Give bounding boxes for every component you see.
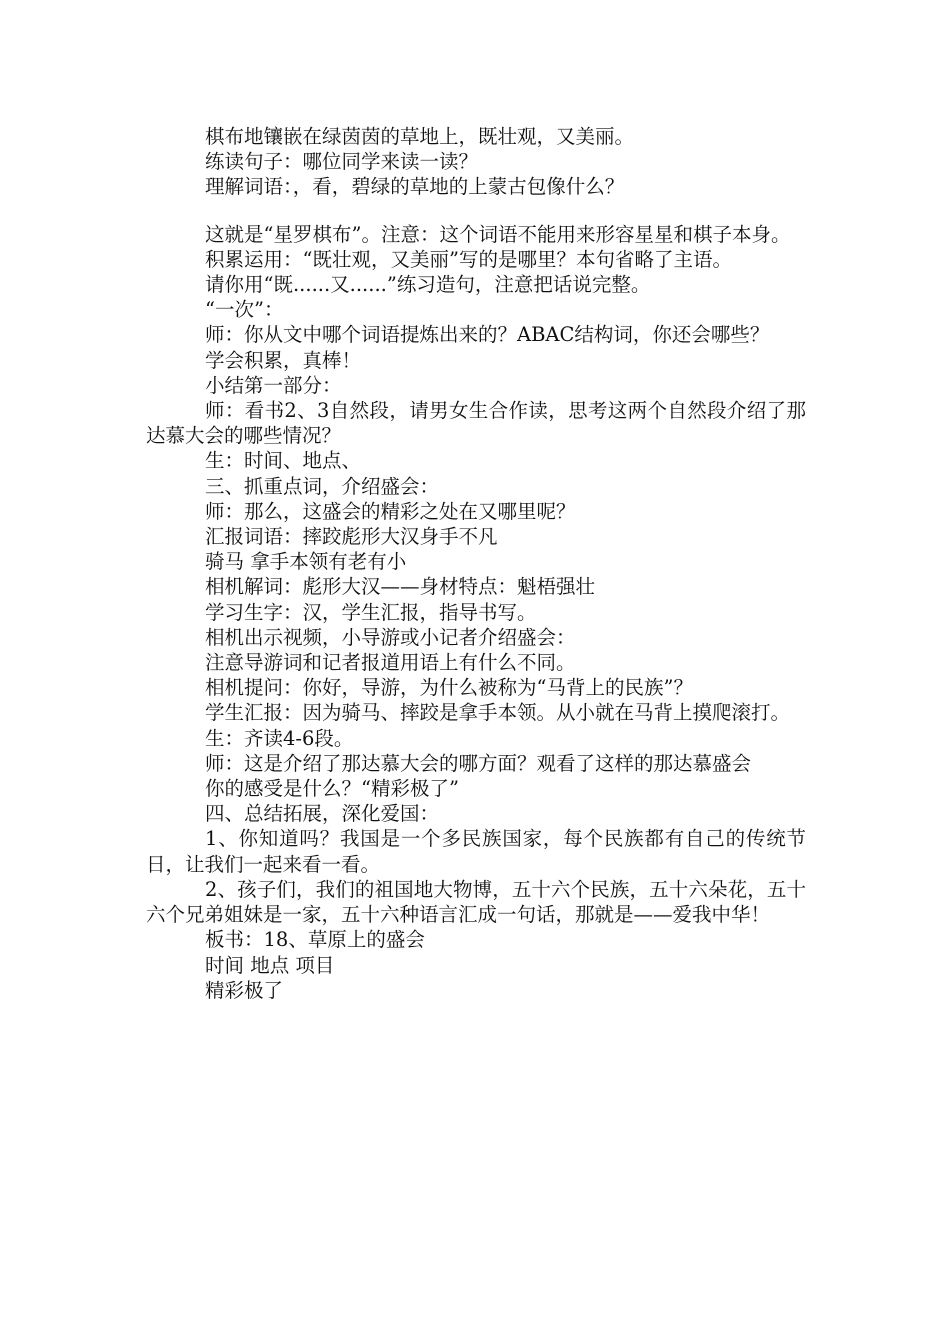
- paragraph: “一次”：: [205, 298, 284, 322]
- paragraph: 练读句子：哪位同学来读一读？: [205, 150, 479, 174]
- paragraph: 学习生字：汉，学生汇报，指导书写。: [205, 600, 537, 624]
- paragraph: 相机出示视频，小导游或小记者介绍盛会：: [205, 625, 576, 649]
- blackboard-line: 时间 地点 项目: [205, 953, 335, 977]
- paragraph: 注意导游词和记者报道用语上有什么不同。: [205, 651, 576, 675]
- paragraph: 师：看书2、3自然段，请男女生合作读，思考这两个自然段介绍了那达慕大会的哪些情况？: [146, 399, 806, 448]
- paragraph: 相机解词：彪形大汉——身材特点：魁梧强壮: [205, 575, 596, 599]
- paragraph: 相机提问：你好，导游，为什么被称为“马背上的民族”？: [205, 676, 693, 700]
- document-page: [146, 124, 806, 1003]
- paragraph: 小结第一部分：: [205, 373, 342, 397]
- paragraph: 师：这是介绍了那达慕大会的哪方面？观看了这样的那达慕盛会: [205, 751, 752, 775]
- blackboard-line: 精彩极了: [205, 978, 284, 1002]
- paragraph: 汇报词语：摔跤彪形大汉身手不凡: [205, 525, 498, 549]
- paragraph: 你的感受是什么？“精彩极了”: [205, 777, 459, 801]
- paragraph: 积累运用：“既壮观，又美丽”写的是哪里？本句省略了主语。: [205, 247, 732, 271]
- paragraph: 棋布地镶嵌在绿茵茵的草地上，既壮观，又美丽。: [205, 125, 635, 148]
- paragraph: 理解词语：，看，碧绿的草地的上蒙古包像什么？: [205, 175, 625, 199]
- paragraph: 师：你从文中哪个词语提炼出来的？ABAC结构词，你还会哪些？: [205, 323, 770, 347]
- paragraph: 这就是“星罗棋布”。注意：这个词语不能用来形容星星和棋子本身。: [205, 222, 791, 246]
- blackboard-title: 板书：18、草原上的盛会: [205, 928, 425, 952]
- section-heading: 三、抓重点词，介绍盛会：: [205, 474, 440, 498]
- paragraph: 2、孩子们，我们的祖国地大物博，五十六个民族，五十六朵花，五十六个兄弟姐妹是一家，五十六种语言汇成一句话，那就是——爱我中华！: [146, 877, 806, 927]
- paragraph: 请你用“既......又......”练习造句，注意把话说完整。: [205, 273, 651, 297]
- paragraph: 师：那么，这盛会的精彩之处在又哪里呢？: [205, 499, 576, 523]
- paragraph: 学会积累，真棒！: [205, 348, 362, 372]
- paragraph: 生：齐读4-6段。: [205, 726, 354, 750]
- section-heading: 四、总结拓展，深化爱国：: [205, 802, 440, 826]
- paragraph: 生：时间、地点、: [205, 449, 362, 473]
- paragraph: 骑马 拿手本领有老有小: [205, 550, 407, 574]
- paragraph: 学生汇报：因为骑马、摔跤是拿手本领。从小就在马背上摸爬滚打。: [205, 701, 791, 725]
- paragraph: 1、你知道吗？我国是一个多民族国家，每个民族都有自己的传统节日，让我们一起来看一看。: [146, 827, 806, 876]
